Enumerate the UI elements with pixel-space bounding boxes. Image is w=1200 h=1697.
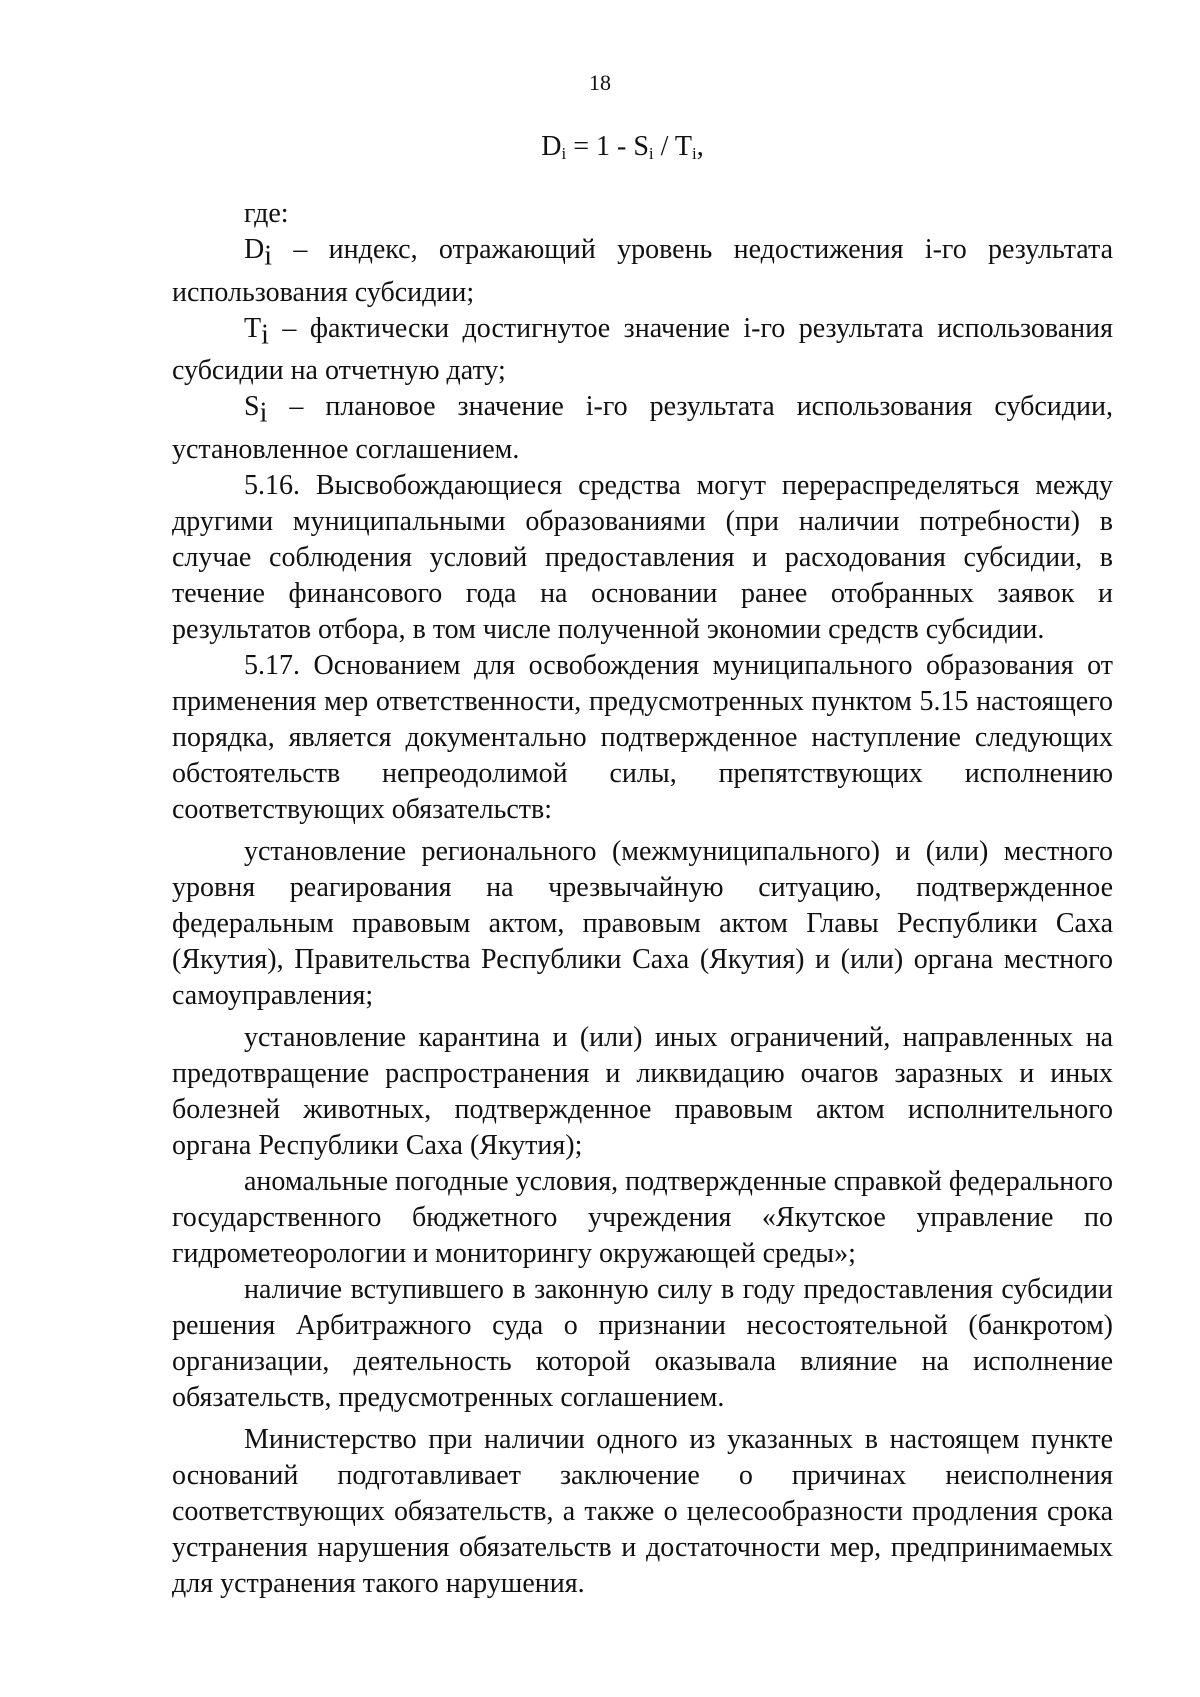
page-number: 18 <box>589 70 611 95</box>
document-body <box>172 196 1113 1602</box>
definition-s <box>172 389 1113 468</box>
formula-t-sub: i <box>692 144 697 163</box>
where-label: где: <box>244 198 289 229</box>
force-majeure-item-2: установление карантина и (или) иных ограничений, направленных на предотвращение распространения и ликвидацию очагов заразных и иных болезней животных, подтвержденное правовым актом исполнительного органа Республики Саха (Якутия); <box>172 1021 1113 1161</box>
definition-d-text: – индекс, отражающий уровень недостижения i-го результата использования субсидии; <box>172 234 1113 308</box>
force-majeure-item-3: аномальные погодные условия, подтвержденные справкой федерального государственного бюджетного учреждения «Якутское управление по гидрометеорологии и мониторингу окружающей среды»; <box>172 1165 1113 1269</box>
paragraph-5-16: 5.16. Высвобождающиеся средства могут перераспределяться между другими муниципальными образованиями (при наличии потребности) в случае соблюдения условий предоставления и расходования субсидии, в течение финансового года на основании ранее отобранных заявок и результатов отбора, в том числе полученной экономии средств субсидии. <box>172 469 1113 645</box>
paragraph-5-17: 5.17. Основанием для освобождения муниципального образования от применения мер ответственности, предусмотренных пунктом 5.15 настоящего порядка, является документально подтвержденное наступление следующих обстоятельств непреодолимой силы, препятствующих исполнению соответствующих обязательств: <box>172 649 1113 825</box>
definition-s-symbol: S <box>244 391 260 423</box>
definition-t-symbol: T <box>244 312 262 344</box>
formula-lhs-sub: i <box>561 144 567 163</box>
formula-slash: / T <box>653 131 693 162</box>
definition-t <box>172 311 1113 390</box>
formula-middle: = 1 - S <box>566 131 649 162</box>
definition-t-sub: i <box>261 319 269 351</box>
definition-s-text: – плановое значение i-го результата использования субсидии, установленное соглашением. <box>172 391 1113 465</box>
formula-lhs: D <box>541 131 562 162</box>
definition-t-text: – фактически достигнутое значение i-го результата использования субсидии на отчетную дату; <box>172 312 1113 387</box>
formula <box>0 130 1200 164</box>
force-majeure-item-1: установление регионального (межмуниципального) и (или) местного уровня реагирования на чрезвычайную ситуацию, подтвержденное федеральным правовым актом, правовым актом Главы Республики Саха (Якутия), Правительства Республики Саха (Якутия) и (или) органа местного самоуправления; <box>172 835 1113 1011</box>
ministry-paragraph: Министерство при наличии одного из указанных в настоящем пункте оснований подготавливает заключение о причинах неисполнения соответствующих обязательств, а также о целесообразности продления срока устранения нарушения обязательств и достаточности мер, предпринимаемых для устранения такого нарушения. <box>172 1423 1113 1599</box>
definition-d-sub: i <box>264 240 273 272</box>
definition-s-sub: i <box>259 397 268 429</box>
formula-s-sub: i <box>648 144 654 163</box>
formula-tail: , <box>696 131 704 162</box>
force-majeure-item-4: наличие вступившего в законную силу в году предоставления субсидии решения Арбитражного суда о признании несостоятельной (банкротом) организации, деятельность которой оказывала влияние на исполнение обязательств, предусмотренных соглашением. <box>172 1273 1113 1413</box>
definition-d-symbol: D <box>244 234 265 265</box>
definition-d <box>172 232 1113 311</box>
